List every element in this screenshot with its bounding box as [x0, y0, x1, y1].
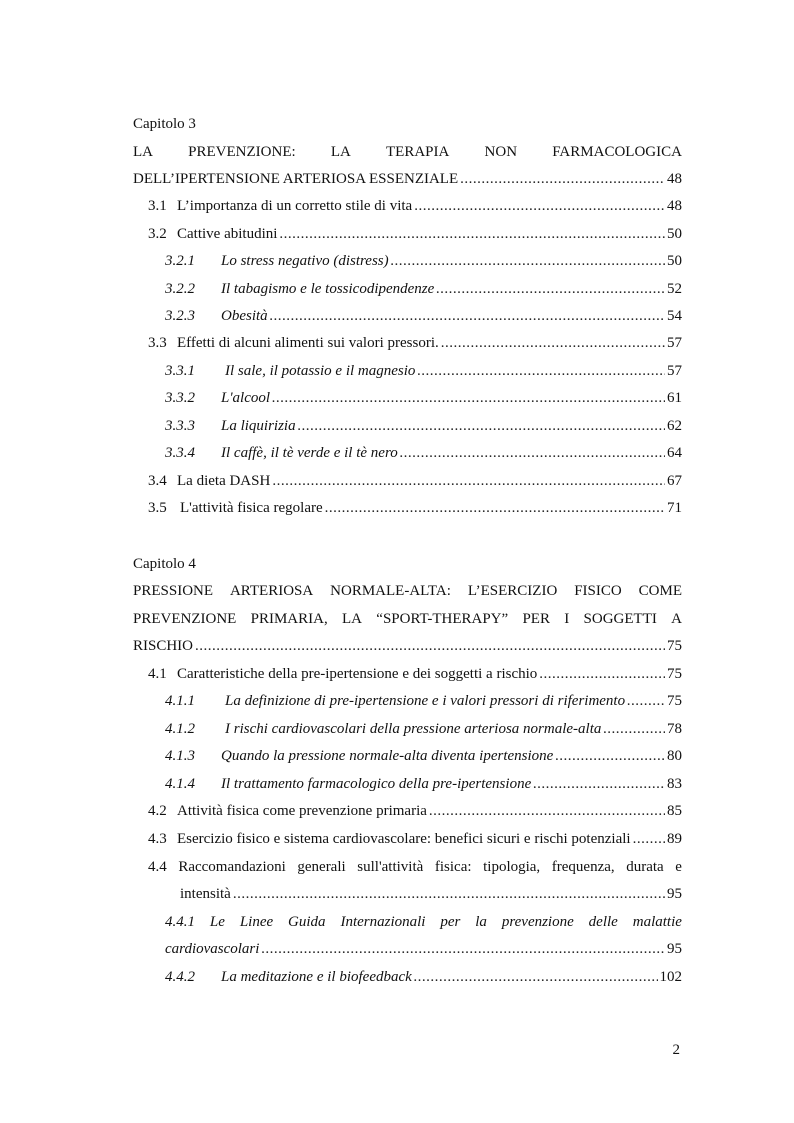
toc-number: 3.2.3	[165, 308, 195, 324]
toc-page: 48	[667, 198, 682, 214]
toc-entry-4-4-1-line-1[interactable]	[165, 912, 682, 932]
dot-leader	[195, 636, 665, 656]
toc-word: Linee	[239, 914, 274, 930]
toc-word: la	[475, 914, 487, 930]
toc-title: Caratteristiche della pre-ipertensione e dei soggetti a rischio	[177, 666, 538, 682]
toc-title: Il trattamento farmacologico della pre-ipertensione	[221, 776, 532, 792]
chapter-4-heading-line-1	[133, 581, 682, 601]
toc-page: 48	[667, 171, 682, 187]
toc-number: 3.2.2	[165, 281, 195, 297]
toc-title: Il caffè, il tè verde e il tè nero	[221, 445, 398, 461]
toc-entry-3-2-1[interactable]	[165, 251, 682, 271]
dot-leader	[429, 801, 665, 821]
toc-title: DELL’IPERTENSIONE ARTERIOSA ESSENZIALE	[133, 171, 459, 187]
toc-number: 3.5	[148, 500, 167, 516]
toc-entry-3-1[interactable]	[148, 196, 682, 216]
toc-page: 80	[667, 748, 682, 764]
toc-entry-4-1-1[interactable]	[165, 691, 682, 711]
toc-page: 50	[667, 226, 682, 242]
toc-page: 89	[667, 831, 682, 847]
toc-title: L’importanza di un corretto stile di vita	[177, 198, 413, 214]
toc-word: frequenza,	[551, 859, 615, 875]
dot-leader	[417, 361, 665, 381]
toc-entry-4-1-3[interactable]	[165, 746, 682, 766]
dot-leader	[270, 306, 665, 326]
toc-title: cardiovascolari	[165, 941, 260, 957]
toc-entry-4-4-1-line-2[interactable]	[165, 939, 682, 959]
toc-title: La meditazione e il biofeedback	[221, 969, 412, 985]
toc-page: 57	[667, 363, 682, 379]
toc-entry-chapter-3[interactable]	[133, 169, 682, 189]
heading-word: “SPORT-THERAPY”	[376, 611, 509, 627]
dot-leader	[400, 443, 665, 463]
toc-entry-3-2[interactable]	[148, 224, 682, 244]
toc-title: Obesità	[221, 308, 268, 324]
heading-word: LA	[330, 144, 351, 160]
toc-word: Internazionali	[340, 914, 426, 930]
heading-word: PREVENZIONE	[133, 611, 237, 627]
chapter-4-heading-line-2	[133, 609, 682, 629]
heading-word: FISICO	[574, 583, 622, 599]
toc-page: 50	[667, 253, 682, 269]
toc-title: Il sale, il potassio e il magnesio	[225, 363, 416, 379]
toc-title: intensità	[180, 886, 231, 902]
heading-word: NON	[484, 144, 518, 160]
toc-word: Le	[209, 914, 225, 930]
toc-entry-3-3-3[interactable]	[165, 416, 682, 436]
dot-leader	[603, 719, 665, 739]
toc-entry-3-2-2[interactable]	[165, 279, 682, 299]
toc-title: La definizione di pre-ipertensione e i valori pressori di riferimento	[225, 693, 626, 709]
toc-number: 4.1.4	[165, 776, 195, 792]
toc-number: 4.1	[148, 666, 167, 682]
toc-title: Lo stress negativo (distress)	[221, 253, 389, 269]
toc-entry-4-3[interactable]	[148, 829, 682, 849]
heading-word: PRIMARIA,	[250, 611, 328, 627]
toc-title: RISCHIO	[133, 638, 194, 654]
heading-word: PER	[522, 611, 550, 627]
dot-leader	[233, 884, 665, 904]
toc-number: 4.1.2	[165, 721, 195, 737]
toc-word: per	[440, 914, 461, 930]
toc-title: Effetti di alcuni alimenti sui valori pressori.	[177, 335, 439, 351]
toc-title: I rischi cardiovascolari della pressione arteriosa normale-alta	[225, 721, 602, 737]
toc-page: 64	[667, 445, 682, 461]
toc-entry-3-3[interactable]	[148, 333, 682, 353]
toc-entry-4-1[interactable]	[148, 664, 682, 684]
toc-page: 75	[667, 693, 682, 709]
toc-entry-4-1-2[interactable]	[165, 719, 682, 739]
toc-word: generali	[297, 859, 346, 875]
toc-entry-3-2-3[interactable]	[165, 306, 682, 326]
toc-page: 54	[667, 308, 682, 324]
toc-page: 102	[659, 969, 682, 985]
heading-word: PRESSIONE	[133, 583, 214, 599]
toc-number: 3.3.2	[165, 390, 195, 406]
toc-title: Esercizio fisico e sistema cardiovascolare: benefici sicuri e rischi potenziali	[177, 831, 631, 847]
dot-leader	[279, 224, 665, 244]
heading-word: COME	[638, 583, 682, 599]
toc-entry-4-4-line-2[interactable]	[180, 884, 682, 904]
dot-leader	[555, 746, 665, 766]
heading-word: LA	[133, 144, 153, 160]
chapter-3-label: Capitolo 3	[133, 116, 196, 132]
toc-word: delle	[588, 914, 618, 930]
toc-number: 3.4	[148, 473, 167, 489]
toc-number: 4.3	[148, 831, 167, 847]
toc-number: 4.1.3	[165, 748, 195, 764]
dot-leader	[533, 774, 665, 794]
toc-number: 4.4.2	[165, 969, 195, 985]
toc-page: 75	[667, 638, 682, 654]
toc-word: prevenzione	[501, 914, 574, 930]
toc-entry-chapter-4[interactable]	[133, 636, 682, 656]
toc-number: 3.1	[148, 198, 167, 214]
dot-leader	[436, 279, 665, 299]
toc-page: 71	[667, 500, 682, 516]
toc-page: 52	[667, 281, 682, 297]
toc-number: 3.2	[148, 226, 167, 242]
toc-title: Il tabagismo e le tossicodipendenze	[221, 281, 435, 297]
heading-word: L’ESERCIZIO	[467, 583, 558, 599]
toc-number: 4.1.1	[165, 693, 195, 709]
heading-word: NORMALE-ALTA:	[330, 583, 451, 599]
dot-leader	[272, 471, 665, 491]
toc-word: tipologia,	[483, 859, 541, 875]
toc-entry-4-2[interactable]	[148, 801, 682, 821]
toc-title: La liquirizia	[221, 418, 296, 434]
toc-title: Cattive abitudini	[177, 226, 278, 242]
toc-number: 4.4	[148, 859, 167, 875]
dot-leader	[627, 691, 665, 711]
dot-leader	[261, 939, 665, 959]
heading-word: I	[564, 611, 570, 627]
heading-word: FARMACOLOGICA	[552, 144, 682, 160]
toc-page: 95	[667, 886, 682, 902]
dot-leader	[441, 333, 665, 353]
toc-title: Quando la pressione normale-alta diventa ipertensione	[221, 748, 554, 764]
toc-page: 78	[667, 721, 682, 737]
toc-page: 62	[667, 418, 682, 434]
toc-entry-3-4[interactable]	[148, 471, 682, 491]
toc-page: 85	[667, 803, 682, 819]
heading-word: ARTERIOSA	[229, 583, 314, 599]
toc-word: e	[675, 859, 682, 875]
toc-entry-4-1-4[interactable]	[165, 774, 682, 794]
toc-entry-4-4-2[interactable]	[165, 967, 682, 987]
toc-word: Raccomandazioni	[178, 859, 286, 875]
toc-title: L'alcool	[221, 390, 271, 406]
heading-word: A	[671, 611, 682, 627]
toc-number: 3.2.1	[165, 253, 195, 269]
heading-word: TERAPIA	[386, 144, 450, 160]
toc-number: 4.2	[148, 803, 167, 819]
toc-entry-3-3-1[interactable]	[165, 361, 682, 381]
toc-page: 95	[667, 941, 682, 957]
toc-page: 67	[667, 473, 682, 489]
toc-word: fisica:	[434, 859, 472, 875]
toc-number: 3.3.4	[165, 445, 195, 461]
dot-leader	[298, 416, 665, 436]
heading-word: PREVENZIONE:	[188, 144, 296, 160]
toc-word: durata	[626, 859, 664, 875]
dot-leader	[325, 498, 665, 518]
toc-entry-3-3-2[interactable]	[165, 388, 682, 408]
dot-leader	[633, 829, 665, 849]
toc-title: La dieta DASH	[177, 473, 271, 489]
heading-word: SOGGETTI	[583, 611, 657, 627]
dot-leader	[272, 388, 665, 408]
dot-leader	[391, 251, 665, 271]
toc-word: malattie	[632, 914, 682, 930]
page-number: 2	[672, 1042, 680, 1058]
toc-number: 3.3.3	[165, 418, 195, 434]
dot-leader	[539, 664, 665, 684]
toc-number: 4.4.1	[165, 914, 195, 930]
chapter-3-heading	[133, 142, 682, 162]
toc-number: 3.3.1	[165, 363, 195, 379]
dot-leader	[414, 967, 658, 987]
toc-entry-4-4-line-1[interactable]	[148, 857, 682, 877]
toc-number: 3.3	[148, 335, 167, 351]
toc-page: 83	[667, 776, 682, 792]
dot-leader	[460, 169, 665, 189]
toc-page: 57	[667, 335, 682, 351]
toc-page: 75	[667, 666, 682, 682]
toc-page: 61	[667, 390, 682, 406]
chapter-4-label: Capitolo 4	[133, 556, 196, 572]
dot-leader	[414, 196, 665, 216]
toc-entry-3-3-4[interactable]	[165, 443, 682, 463]
toc-entry-3-5[interactable]	[148, 498, 682, 518]
toc-title: L'attività fisica regolare	[180, 500, 323, 516]
toc-title: Attività fisica come prevenzione primaria	[177, 803, 427, 819]
toc-word: Guida	[288, 914, 326, 930]
heading-word: LA	[342, 611, 362, 627]
toc-word: sull'attività	[357, 859, 424, 875]
